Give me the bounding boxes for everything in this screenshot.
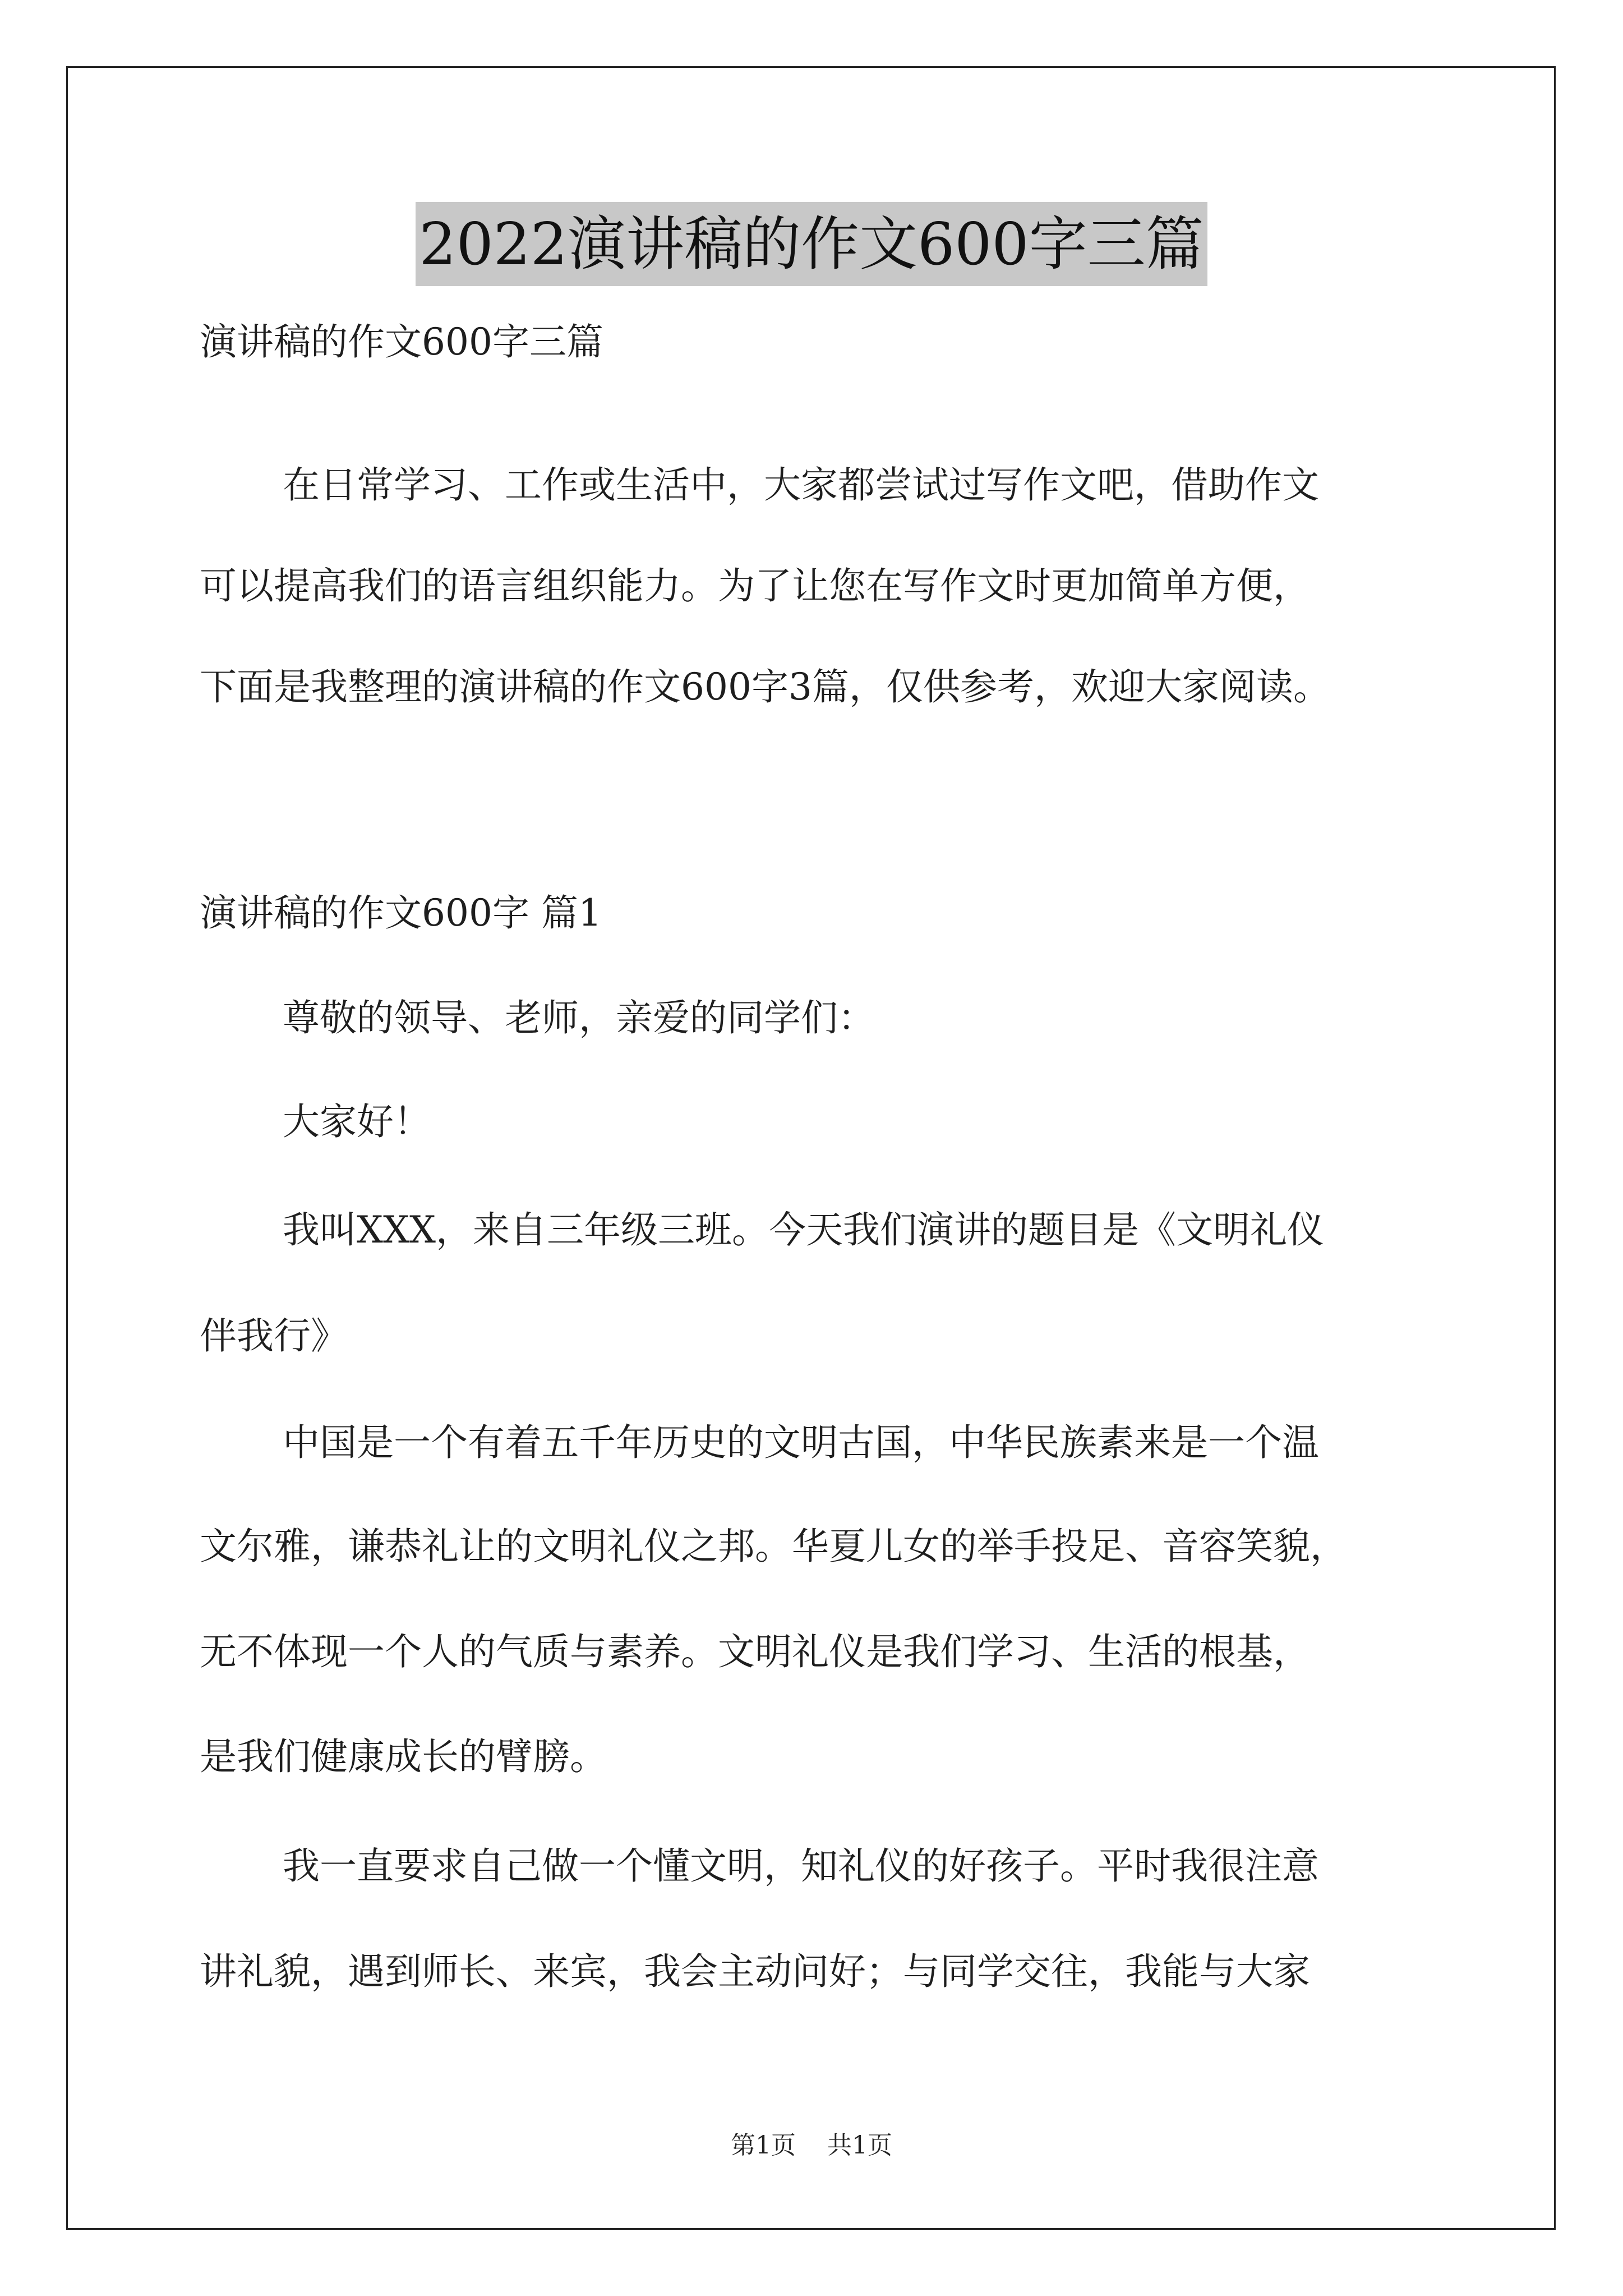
paragraph-line: 伴我行》 [200,1314,348,1358]
page-footer [0,2129,1623,2162]
page-number: 第1页 [731,2131,796,2160]
paragraph-line: 大家好！ [283,1100,431,1143]
paragraph-line: 文尔雅，谦恭礼让的文明礼仪之邦。华夏儿女的举手投足、音容笑貌， [200,1525,1347,1568]
subtitle-line: 演讲稿的作文600字三篇 [200,320,603,364]
paragraph-line: 下面是我整理的演讲稿的作文600字3篇，仅供参考，欢迎大家阅读。 [200,665,1330,708]
paragraph-line: 在日常学习、工作或生活中，大家都尝试过写作文吧，借助作文 [283,463,1319,507]
paragraph-line: 我一直要求自己做一个懂文明，知礼仪的好孩子。平时我很注意 [283,1844,1319,1888]
paragraph-line: 讲礼貌，遇到师长、来宾，我会主动问好；与同学交往，我能与大家 [200,1950,1310,1993]
paragraph-line: 我叫XXX，来自三年级三班。今天我们演讲的题目是《文明礼仪 [283,1208,1324,1251]
title-block [0,202,1623,286]
paragraph-line: 尊敬的领导、老师，亲爱的同学们： [283,996,875,1039]
document-title: 2022演讲稿的作文600字三篇 [416,202,1207,286]
paragraph-line: 中国是一个有着五千年历史的文明古国，中华民族素来是一个温 [283,1421,1319,1464]
section-heading: 演讲稿的作文600字 篇1 [200,891,602,935]
page-border [66,66,1556,2230]
paragraph-line: 可以提高我们的语言组织能力。为了让您在写作文时更加简单方便， [200,564,1310,608]
paragraph-line: 无不体现一个人的气质与素养。文明礼仪是我们学习、生活的根基， [200,1630,1310,1673]
paragraph-line: 是我们健康成长的臂膀。 [200,1735,607,1778]
page-total: 共1页 [827,2131,892,2160]
